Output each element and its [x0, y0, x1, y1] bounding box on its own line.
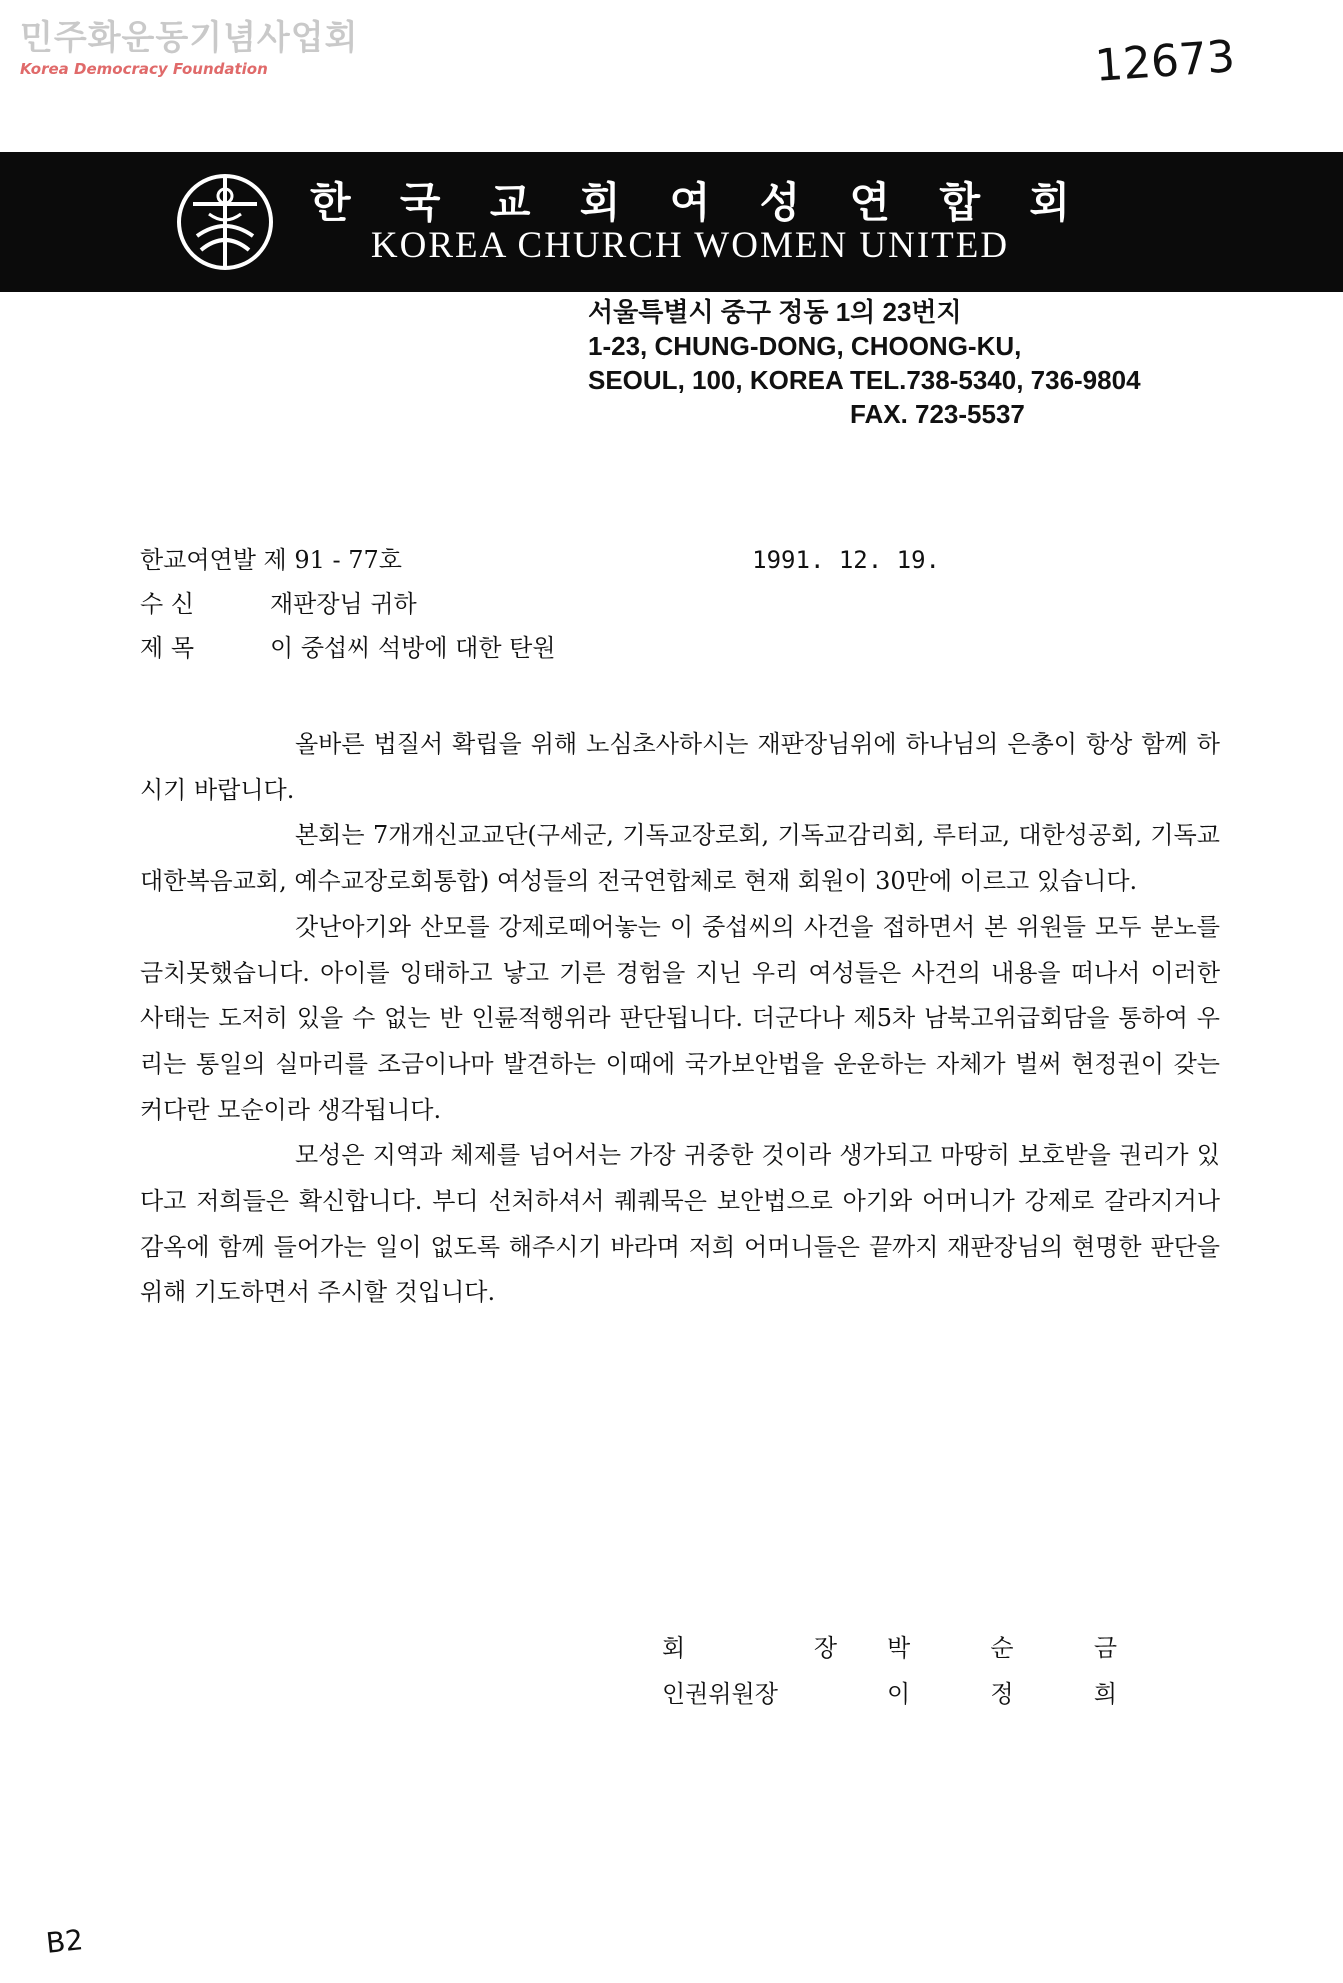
- korean-name-char: 교: [489, 178, 531, 227]
- reference-number: 한교여연발 제 91 - 77호: [140, 546, 402, 574]
- body-paragraph: 올바른 법질서 확립을 위해 노심초사하시는 재판장님위에 하나님의 은총이 항상 함께 하시기 바랍니다.: [140, 730, 1220, 804]
- name-char: 이: [887, 1680, 911, 1708]
- fax-line: FAX. 723-5537: [850, 399, 1025, 429]
- title-char: 회: [662, 1634, 686, 1662]
- signature-row: [662, 1625, 1222, 1671]
- body-paragraph: 모성은 지역과 체제를 넘어서는 가장 귀중한 것이라 생가되고 마땅히 보호받을 권리가 있다고 저희들은 확신합니다. 부디 선처하셔서 퀘퀘묵은 보안법으로 아기와 어머니가 강제로 갈라지거나 감옥에 함께 들어가는 일이 없도록 해주시기 바라며 저희 어머니들은 끝까지 재판장님의 현명한 판단을 위해 기도하면서 주시할 것입니다.: [140, 1141, 1220, 1307]
- letter-date: 1991. 12. 19.: [752, 546, 940, 574]
- church-women-logo-icon: [175, 166, 275, 278]
- title-text: 인권위원장: [662, 1680, 778, 1708]
- body-paragraph: 본회는 7개개신교교단(구세군, 기독교장로회, 기독교감리회, 루터교, 대한성공회, 기독교대한복음교회, 예수교장로회통합) 여성들의 전국연합체로 현재 회원이 30만에 이르고 있습니다.: [140, 821, 1220, 896]
- doc-number-row: [140, 538, 1240, 582]
- recipient-label: 수 신: [140, 590, 194, 618]
- korean-name-char: 합: [939, 178, 981, 227]
- handwritten-document-number: 12673: [1093, 31, 1237, 92]
- letterhead-banner: [0, 152, 1343, 292]
- subject-label: 제 목: [140, 634, 194, 662]
- organization-english-name: KOREA CHURCH WOMEN UNITED: [370, 225, 1010, 266]
- recipient-value: 재판장님 귀하: [270, 590, 417, 618]
- korean-name-char: 성: [759, 178, 801, 227]
- signatory-name: [887, 1671, 1117, 1717]
- name-char: 금: [1093, 1634, 1117, 1662]
- letter-body: [140, 722, 1220, 1316]
- handwritten-margin-mark: B2: [44, 1923, 85, 1960]
- korean-name-char: 국: [399, 178, 441, 227]
- reference-header: [140, 538, 1240, 670]
- name-char: 희: [1093, 1680, 1117, 1708]
- name-char: 정: [990, 1680, 1014, 1708]
- korean-name-char: 회: [1029, 178, 1070, 227]
- address-block: [588, 295, 1308, 431]
- korean-name-char: 여: [669, 178, 711, 227]
- recipient-row: [140, 582, 1240, 626]
- title-char: 장: [813, 1634, 837, 1662]
- body-paragraph: 갓난아기와 산모를 강제로떼어놓는 이 중섭씨의 사건을 접하면서 본 위원들 모두 분노를 금치못했습니다. 아이를 잉태하고 낳고 기른 경험을 지닌 우리 여성들은 사건의 내용을 떠나서 이러한 사태는 도저히 있을 수 없는 반 인륜적행위라 판단됩니다. 더군다나 제5차 남북고위급회담을 통하여 우리는 통일의 실마리를 조금이나마 발견하는 이때에 국가보안법을 운운하는 자체가 벌써 현정권이 갖는 커다란 모순이라 생각됩니다.: [140, 912, 1220, 1124]
- address-line: 서울특별시 중구 정동 1의 23번지: [588, 297, 962, 327]
- signatory-title: [662, 1671, 837, 1717]
- subject-value: 이 중섭씨 석방에 대한 탄원: [270, 634, 556, 662]
- name-char: 순: [990, 1634, 1014, 1662]
- address-line: 1-23, CHUNG-DONG, CHOONG-KU,: [588, 331, 1022, 361]
- korean-name-char: 한: [310, 178, 351, 227]
- subject-row: [140, 626, 1240, 670]
- watermark: [20, 18, 358, 78]
- watermark-korean: 민주화운동기념사업회: [20, 18, 359, 58]
- name-char: 박: [887, 1634, 911, 1662]
- signatory-name: [887, 1625, 1117, 1671]
- organization-korean-name: [310, 170, 1070, 230]
- signature-row: [662, 1671, 1222, 1717]
- signature-block: [662, 1625, 1222, 1717]
- watermark-english: Korea Democracy Foundation: [20, 60, 268, 78]
- korean-name-char: 회: [579, 178, 621, 227]
- address-line: SEOUL, 100, KOREA TEL.738-5340, 736-9804: [588, 365, 1141, 395]
- signatory-title: [662, 1625, 837, 1671]
- korean-name-char: 연: [849, 178, 891, 227]
